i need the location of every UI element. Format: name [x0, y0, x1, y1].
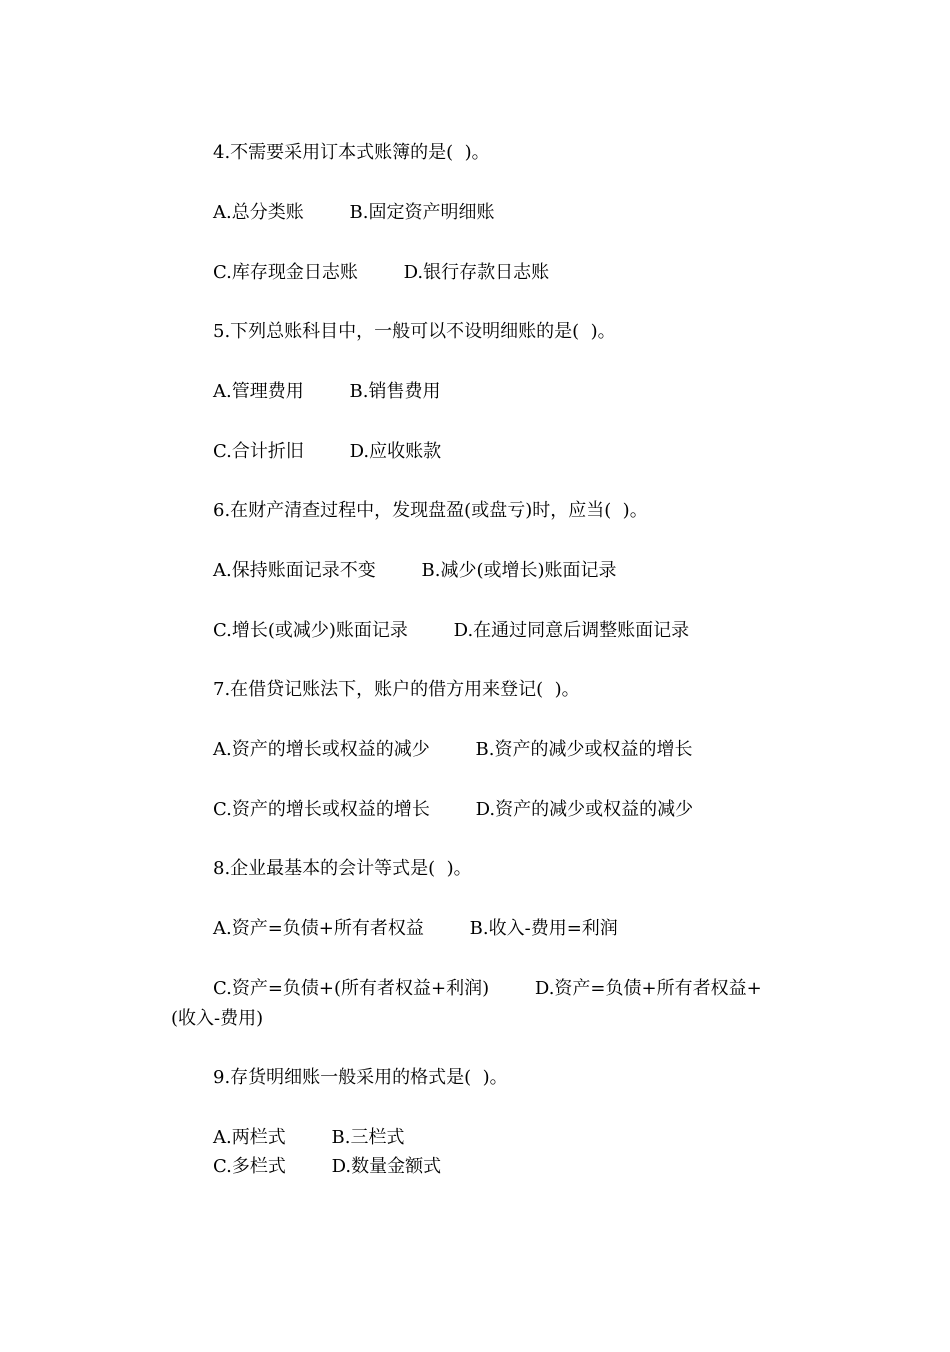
question-4-options-cd: C.库存现金日志账 D.银行存款日志账 [213, 262, 550, 283]
question-8-options-ab: A.资产=负债+所有者权益 B.收入-费用=利润 [213, 918, 618, 939]
question-4-options-ab: A.总分类账 B.固定资产明细账 [213, 202, 495, 223]
question-4-stem: 4.不需要采用订本式账簿的是( )。 [213, 142, 490, 163]
question-7-options-ab: A.资产的增长或权益的减少 B.资产的减少或权益的增长 [213, 739, 693, 760]
question-6-stem: 6.在财产清查过程中，发现盘盈(或盘亏)时，应当( )。 [213, 500, 648, 521]
question-6-options-cd: C.增长(或减少)账面记录 D.在通过同意后调整账面记录 [213, 620, 690, 641]
question-6-options-ab: A.保持账面记录不变 B.减少(或增长)账面记录 [213, 560, 617, 581]
question-8-options-cd-continued: (收入-费用) [171, 1008, 264, 1029]
question-8-options-cd: C.资产=负债+(所有者权益+利润) D.资产=负债+所有者权益+ [213, 978, 762, 999]
question-8-stem: 8.企业最基本的会计等式是( )。 [213, 858, 472, 879]
question-9-options-ab: A.两栏式 B.三栏式 [213, 1127, 405, 1148]
question-5-stem: 5.下列总账科目中，一般可以不设明细账的是( )。 [213, 321, 616, 342]
question-5-options-ab: A.管理费用 B.销售费用 [213, 381, 441, 402]
question-9-stem: 9.存货明细账一般采用的格式是( )。 [213, 1067, 508, 1088]
question-9-options-cd: C.多栏式 D.数量金额式 [213, 1156, 442, 1177]
question-7-stem: 7.在借贷记账法下，账户的借方用来登记( )。 [213, 679, 580, 700]
question-5-options-cd: C.合计折旧 D.应收账款 [213, 441, 442, 462]
question-7-options-cd: C.资产的增长或权益的增长 D.资产的减少或权益的减少 [213, 799, 694, 820]
